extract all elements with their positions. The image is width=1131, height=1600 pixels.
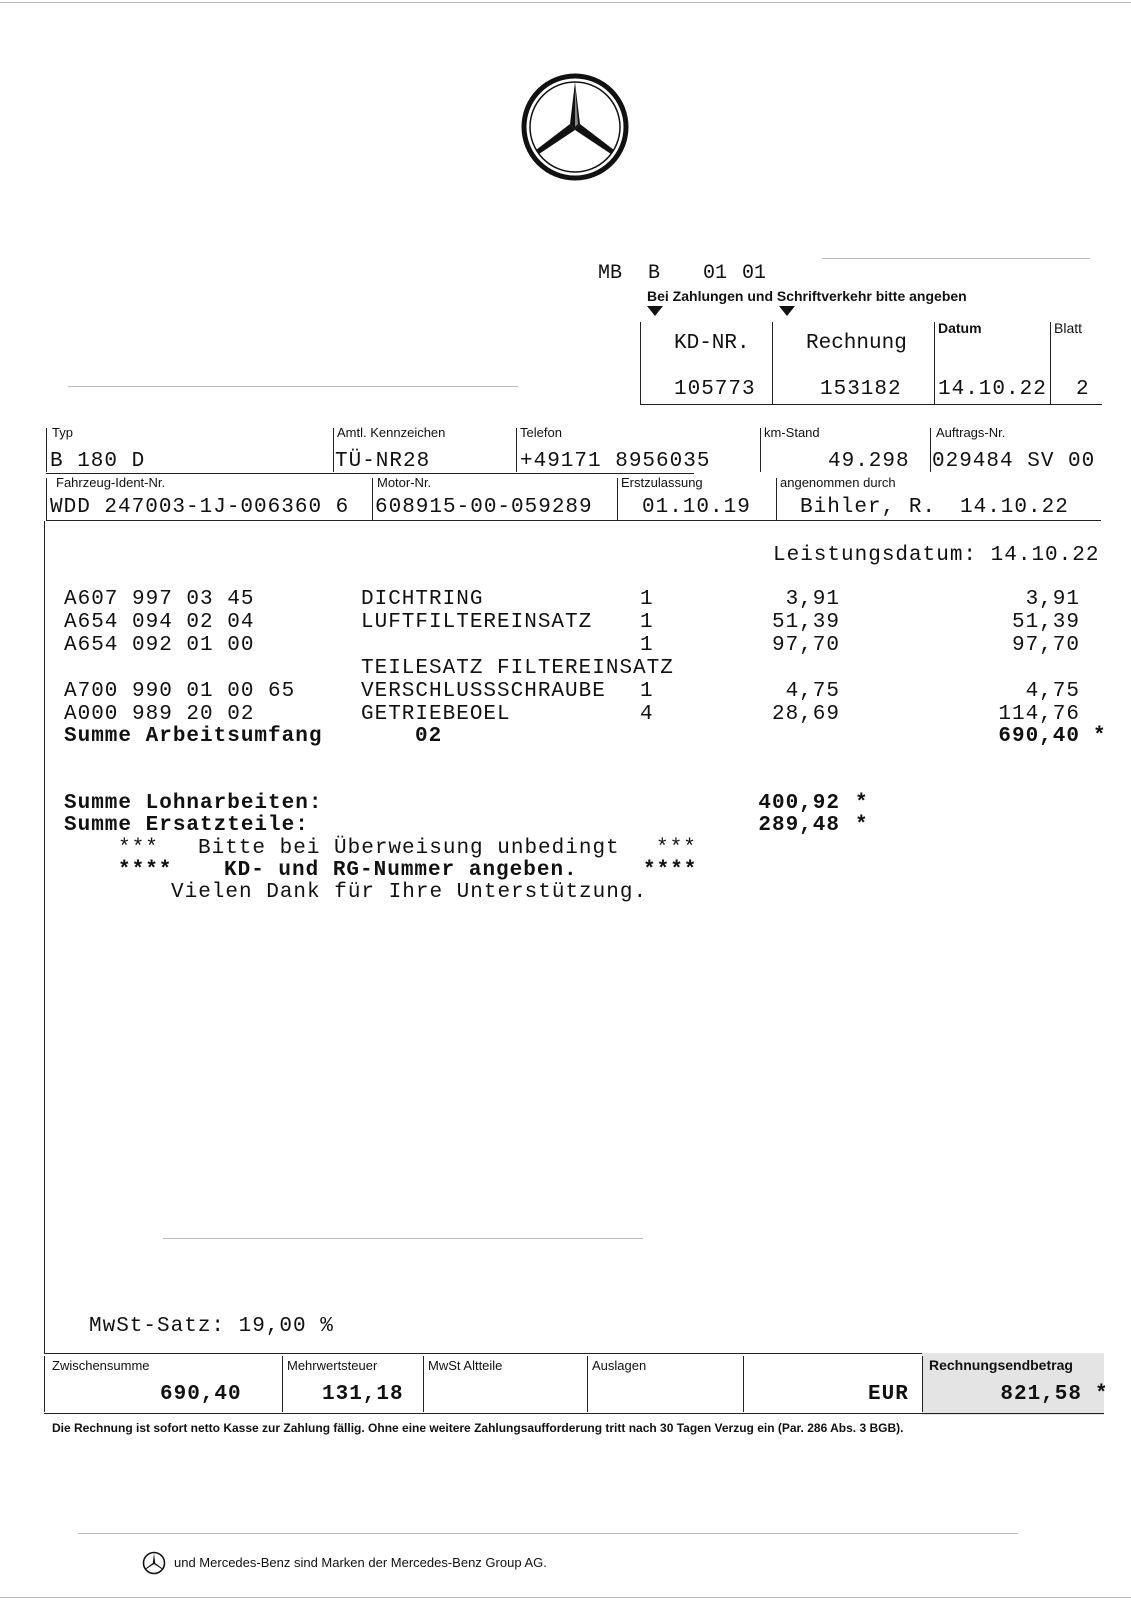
- code-mb: MB: [598, 262, 623, 285]
- totals-divider: [587, 1356, 588, 1412]
- item-part-number: A000 989 20 02: [64, 703, 255, 726]
- kennzeichen: TÜ-NR28: [335, 450, 431, 473]
- summe-arbeit-label: Summe Arbeitsumfang: [64, 725, 323, 748]
- end-label: Rechnungsendbetrag: [929, 1357, 1073, 1373]
- item-unit-price: 4,75: [785, 680, 840, 703]
- msg1-stars-left: ***: [118, 837, 159, 860]
- totals-divider: [423, 1356, 424, 1412]
- km-label: km-Stand: [764, 425, 820, 440]
- field-divider: [372, 478, 373, 521]
- typ-label: Typ: [52, 425, 73, 440]
- payment-terms: Die Rechnung ist sofort netto Kasse zur Zahlung fällig. Ohne eine weitere Zahlungsaufforderung tritt nach 30 Tagen Verzug ein (Par. 286 Abs. 3 BGB).: [52, 1421, 904, 1435]
- item-part-number: A654 094 02 04: [64, 611, 255, 634]
- auftrags-nr: 029484 SV 00: [932, 450, 1096, 473]
- summe-arbeit-value: 690,40: [998, 725, 1080, 748]
- item-total: 97,70: [1011, 634, 1080, 657]
- mwst-value: 131,18: [322, 1383, 404, 1406]
- item-unit-price: 51,39: [771, 611, 840, 634]
- item-part-number: A654 092 01 00: [64, 634, 255, 657]
- totals-bottom-rule: [44, 1413, 1104, 1414]
- fin: WDD 247003-1J-006360 6: [50, 496, 350, 519]
- field-divider: [46, 478, 47, 521]
- item-unit-price: 3,91: [785, 588, 840, 611]
- item-quantity: 1: [640, 634, 654, 657]
- telefon-label: Telefon: [520, 425, 562, 440]
- totals-divider: [282, 1356, 283, 1412]
- ersatz-value: 289,48: [758, 814, 840, 837]
- header-rule: [822, 258, 1090, 259]
- summe-arbeit-star: *: [1093, 725, 1107, 748]
- field-divider: [516, 428, 517, 472]
- km-stand: 49.298: [828, 450, 910, 473]
- body-left-border: [44, 521, 45, 1353]
- angenommen-durch: Bihler, R.: [800, 496, 937, 519]
- rechnung-label: Rechnung: [806, 332, 907, 355]
- box-divider: [1050, 322, 1051, 404]
- end-star: *: [1095, 1383, 1109, 1406]
- item-total: 3,91: [1025, 588, 1080, 611]
- box-bottom: [640, 404, 1102, 405]
- msg2-stars-right: ****: [643, 859, 698, 882]
- motor-label: Motor-Nr.: [377, 475, 432, 490]
- field-divider: [760, 428, 761, 472]
- end-amount: 821,58: [1000, 1383, 1082, 1406]
- item-quantity: 1: [640, 611, 654, 634]
- summe-arbeit-nr: 02: [415, 725, 443, 748]
- totals-divider: [922, 1356, 923, 1412]
- item-description: LUFTFILTEREINSATZ: [361, 611, 593, 634]
- vehicle-bottom-rule: [46, 520, 1101, 521]
- item-total: 4,75: [1025, 680, 1080, 703]
- totals-divider: [44, 1356, 45, 1412]
- mercedes-star-logo: [520, 72, 630, 182]
- vehicle-row-divider: [46, 473, 694, 474]
- msg3-text: Vielen Dank für Ihre Unterstützung.: [171, 881, 648, 904]
- fin-label: Fahrzeug-Ident-Nr.: [56, 475, 166, 490]
- zwischensumme: 690,40: [160, 1383, 242, 1406]
- erstzulassung-label: Erstzulassung: [621, 475, 703, 490]
- blatt: 2: [1076, 378, 1090, 401]
- item-unit-price: 28,69: [771, 703, 840, 726]
- currency: EUR: [868, 1383, 909, 1406]
- item-unit-price: 97,70: [771, 634, 840, 657]
- ersatz-star: *: [855, 814, 869, 837]
- msg1-stars-right: ***: [656, 837, 697, 860]
- msg2-text: KD- und RG-Nummer angeben.: [224, 859, 578, 882]
- blatt-label: Blatt: [1054, 320, 1083, 336]
- mwst-label: Mehrwertsteuer: [287, 1358, 378, 1373]
- field-divider: [930, 428, 931, 472]
- lohn-label: Summe Lohnarbeiten:: [64, 792, 323, 815]
- lohn-value: 400,92: [758, 792, 840, 815]
- scan-edge: [0, 1597, 1131, 1598]
- auslagen-label: Auslagen: [592, 1358, 647, 1373]
- code-01b: 01: [742, 262, 767, 285]
- msg1-text: Bitte bei Überweisung unbedingt: [198, 837, 620, 860]
- address-rule: [68, 386, 518, 387]
- totals-divider: [743, 1356, 744, 1412]
- item-description: DICHTRING: [361, 588, 484, 611]
- kd-nr: 105773: [674, 378, 756, 401]
- ersatz-label: Summe Ersatzteile:: [64, 814, 309, 837]
- auftrag-label: Auftrags-Nr.: [936, 425, 1006, 440]
- faint-rule: [163, 1238, 643, 1239]
- kd-label: KD-NR.: [674, 332, 750, 355]
- footer-rule: [78, 1533, 1018, 1534]
- arrow-down-icon: [779, 306, 795, 316]
- item-description: GETRIEBEOEL: [361, 703, 511, 726]
- altteile-label: MwSt Altteile: [428, 1358, 503, 1373]
- angenommen-label: angenommen durch: [780, 475, 896, 490]
- field-divider: [617, 478, 618, 521]
- leistungsdatum: Leistungsdatum: 14.10.22: [773, 544, 1100, 567]
- msg2-stars-left: ****: [118, 859, 173, 882]
- item-part-number: A607 997 03 45: [64, 588, 255, 611]
- box-divider: [640, 322, 641, 404]
- scan-edge: [0, 2, 1131, 3]
- mercedes-star-small-icon: [142, 1551, 166, 1575]
- datum: 14.10.22: [938, 378, 1047, 401]
- kennzeichen-label: Amtl. Kennzeichen: [337, 425, 446, 440]
- typ: B 180 D: [50, 450, 146, 473]
- field-divider: [776, 478, 777, 521]
- item-description: VERSCHLUSSSCHRAUBE: [361, 680, 606, 703]
- item-description: TEILESATZ FILTEREINSATZ: [361, 657, 674, 680]
- mwst-satz: MwSt-Satz: 19,00 %: [89, 1315, 334, 1338]
- payment-notice: Bei Zahlungen und Schriftverkehr bitte angeben: [647, 288, 967, 304]
- code-01a: 01: [703, 262, 728, 285]
- lohn-star: *: [855, 792, 869, 815]
- item-quantity: 4: [640, 703, 654, 726]
- code-b: B: [648, 262, 661, 285]
- angenommen-datum: 14.10.22: [960, 496, 1069, 519]
- zwischensumme-label: Zwischensumme: [52, 1358, 150, 1373]
- arrow-down-icon: [647, 306, 663, 316]
- datum-label: Datum: [938, 320, 982, 336]
- item-quantity: 1: [640, 680, 654, 703]
- item-part-number: A700 990 01 00 65: [64, 680, 296, 703]
- box-divider: [772, 322, 773, 404]
- telefon: +49171 8956035: [520, 450, 711, 473]
- field-divider: [46, 428, 47, 472]
- item-quantity: 1: [640, 588, 654, 611]
- item-total: 114,76: [998, 703, 1080, 726]
- item-total: 51,39: [1011, 611, 1080, 634]
- rechnung-nr: 153182: [820, 378, 902, 401]
- erstzulassung: 01.10.19: [642, 496, 751, 519]
- field-divider: [333, 428, 334, 472]
- motor-nr: 608915-00-059289: [375, 496, 593, 519]
- box-divider: [934, 322, 935, 404]
- brand-notice: und Mercedes-Benz sind Marken der Mercedes-Benz Group AG.: [174, 1555, 547, 1570]
